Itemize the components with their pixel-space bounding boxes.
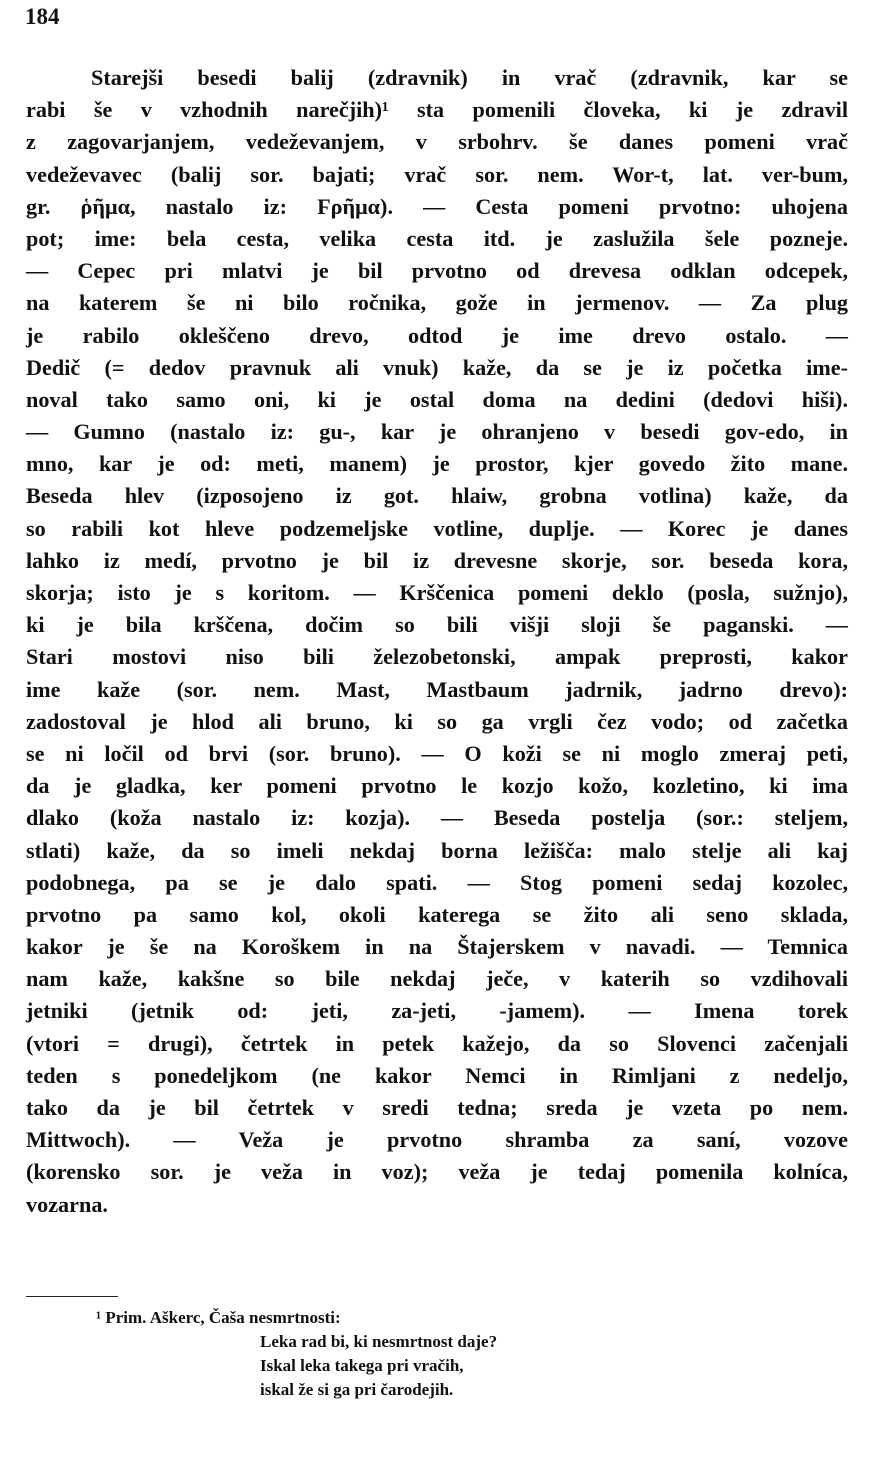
text-line: teden s ponedeljkom (ne kakor Nemci in Rimljani z nedeljo, [26,1062,848,1088]
text-line: Stari mostovi niso bili železobetonski, ampak preprosti, kakor [26,644,848,670]
footnote-divider [26,1296,118,1297]
text-line: pot; ime: bela cesta, velika cesta itd. je zaslužila šele pozneje. [26,225,848,251]
text-line: na katerem še ni bilo ročnika, gože in jermenov. — Za plug [26,290,848,316]
text-line: (korensko sor. je veža in voz); veža je tedaj pomenila kolníca, [26,1159,848,1185]
text-line: stlati) kaže, da so imeli nekdaj borna ležišča: malo stelje ali kaj [26,837,848,863]
text-line: — Gumno (nastalo iz: gu-, kar je ohranjeno v besedi gov-edo, in [26,419,848,445]
footnote-verse-line: Iskal leka takega pri vračih, [260,1356,464,1375]
footnote-verse-line: iskal že si ga pri čarodejih. [260,1380,454,1399]
text-line: kakor je še na Koroškem in na Štajerskem v navadi. — Temnica [26,934,848,960]
text-line: ime kaže (sor. nem. Mast, Mastbaum jadrnik, jadrno drevo): [26,676,848,702]
text-line: se ni ločil od brvi (sor. bruno). — O koži se ni moglo zmeraj peti, [26,740,848,766]
text-line: (vtori = drugi), četrtek in petek kažejo, da so Slovenci začenjali [26,1030,848,1056]
text-line: rabi še v vzhodnih narečjih)¹ sta pomenili človeka, ki je zdravil [26,97,848,123]
text-line: je rabilo okleščeno drevo, odtod je ime drevo ostalo. — [26,322,848,348]
text-line: dlako (koža nastalo iz: kozja). — Beseda postelja (sor.: steljem, [26,805,848,831]
text-line: lahko iz medí, prvotno je bil iz drevesne skorje, sor. beseda kora, [26,547,848,573]
text-line: ki je bila krščena, dočim so bili višji sloji še paganski. — [26,612,848,638]
text-line: Mittwoch). — Veža je prvotno shramba za saní, vozove [26,1127,848,1153]
text-line: jetniki (jetnik od: jeti, za-jeti, -jamem). — Imena torek [26,998,848,1024]
text-line: noval tako samo oni, ki je ostal doma na dedini (dedovi hiši). [26,386,848,412]
text-line: z zagovarjanjem, vedeževanjem, v srbohrv. še danes pomeni vrač [26,129,848,155]
text-line: skorja; isto je s koritom. — Krščenica pomeni deklo (posla, sužnjo), [26,580,848,605]
text-line: nam kaže, kakšne so bile nekdaj ječe, v katerih so vzdihovali [26,966,848,992]
text-line: Dedič (= dedov pravnuk ali vnuk) kaže, da se je iz početka ime- [26,354,848,380]
page-number: 184 [25,4,60,29]
text-line: da je gladka, ker pomeni prvotno le kozjo kožo, kozletino, ki ima [26,773,848,799]
text-line: mno, kar je od: meti, manem) je prostor, kjer govedo žito mane. [26,451,848,477]
text-line: tako da je bil četrtek v sredi tedna; sreda je vzeta po nem. [26,1095,848,1120]
text-line: zadostoval je hlod ali bruno, ki so ga vrgli čez vodo; od začetka [26,708,848,734]
footnote-verse-line: Leka rad bi, ki nesmrtnost daje? [260,1332,498,1351]
text-line: — Cepec pri mlatvi je bil prvotno od drevesa odklan odcepek, [26,258,848,284]
text-line: Beseda hlev (izposojeno iz got. hlaiw, grobna votlina) kaže, da [26,483,848,509]
text-line: podobnega, pa se je dalo spati. — Stog pomeni sedaj kozolec, [26,869,848,895]
text-line: prvotno pa samo kol, okoli katerega se žito ali seno sklada, [26,901,848,927]
text-line: gr. ῥῆμα, nastalo iz: Ϝρῆμα). — Cesta pomeni prvotno: uhojena [26,193,848,219]
text-line: vedeževavec (balij sor. bajati; vrač sor. nem. Wor-t, lat. ver-bum, [26,161,848,187]
footnote-reference: ¹ Prim. Aškerc, Čaša nesmrtnosti: [96,1308,341,1327]
footnote [96,1306,856,1402]
text-line: so rabili kot hleve podzemeljske votline, duplje. — Korec je danes [26,515,848,541]
text-line: Starejši besedi balij (zdravnik) in vrač (zdravnik, kar se [91,65,848,90]
body-text [26,62,848,1221]
text-line: vozarna. [26,1191,108,1217]
